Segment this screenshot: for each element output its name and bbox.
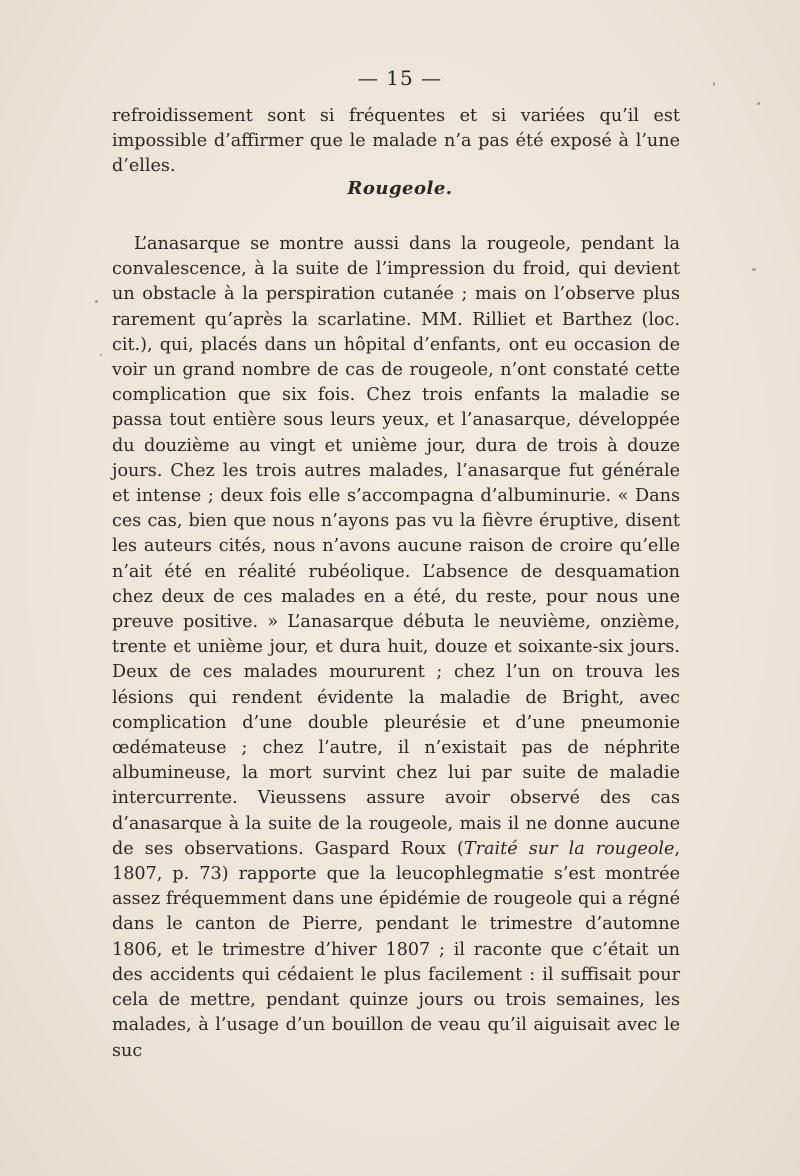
page-number: — 15 — <box>357 66 443 90</box>
section-heading: Rougeole. <box>347 178 453 199</box>
citation-title: Traité sur la rougeole <box>463 838 675 859</box>
paragraph-text-part-1: L’anasarque se montre aussi dans la rougeole, pendant la convalescence, à la suite de l’impression du froid, qui devient un obstacle à la perspiration cutanée ; mais on l’observe plus rarement qu’après la scarlatine. MM. Rilliet et Barthez (loc. cit.), qui, placés dans un hôpital d’enfants, ont eu occasion de voir un grand nombre de cas de rougeole, n’ont constaté cette complication que six fois. Chez trois enfants la maladie se passa tout entière sous leurs yeux, et l’anasarque, développée du douzième au vingt et unième jour, dura de trois à douze jours. Chez les trois autres malades, l’anasarque fut générale et intense ; deux fois elle s’accompagna d’albuminurie. « Dans ces cas, bien que nous n’ayons pas vu la fièvre éruptive, disent les auteurs cités, nous n’avons aucune raison de croire qu’elle n’ait été en réalité rubéolique. L’absence de desquamation chez deux de ces malades en a été, du reste, pour nous une preuve positive. » L’anasarque débuta le neuvième, onzième, trente et unième jour, et dura huit, douze et soixante-six jours. Deux de ces malades moururent ; chez l’un on trouva les lésions qui rendent évidente la maladie de Bright, avec complication d’une double pleurésie et d’une pneumonie œdémateuse ; chez l’autre, il n’existait pas de néphrite albumineuse, la mort survint chez lui par suite de maladie intercurrente. Vieussens assure avoir observé des cas d’anasarque à la suite de la rougeole, mais il ne donne aucune de ses observations. Gaspard Roux ( <box>112 234 680 859</box>
paragraph-continuation: refroidissement sont si fréquentes et si variées qu’il est impossible d’affirmer que le malade n’a pas été exposé à l’une d’elles. <box>112 106 680 177</box>
paper-speck <box>713 82 715 86</box>
paper-speck <box>95 300 98 303</box>
paper-speck <box>752 268 756 271</box>
paragraph-rougeole <box>112 232 680 1064</box>
paper-speck <box>757 102 760 105</box>
paper-speck <box>100 354 102 356</box>
paragraph-text-part-2: , 1807, p. 73) rapporte que la leucophlegmatie s’est montrée assez fréquemment dans une épidémie de rougeole qui a régné dans le canton de Pierre, pendant le trimestre d’automne 1806, et le trimestre d’hiver 1807 ; il raconte que c’était un des accidents qui cédaient le plus facilement : il suffisait pour cela de mettre, pendant quinze jours ou trois semaines, les malades, à l’usage d’un bouillon de veau qu’il aiguisait avec le suc <box>112 838 681 1061</box>
